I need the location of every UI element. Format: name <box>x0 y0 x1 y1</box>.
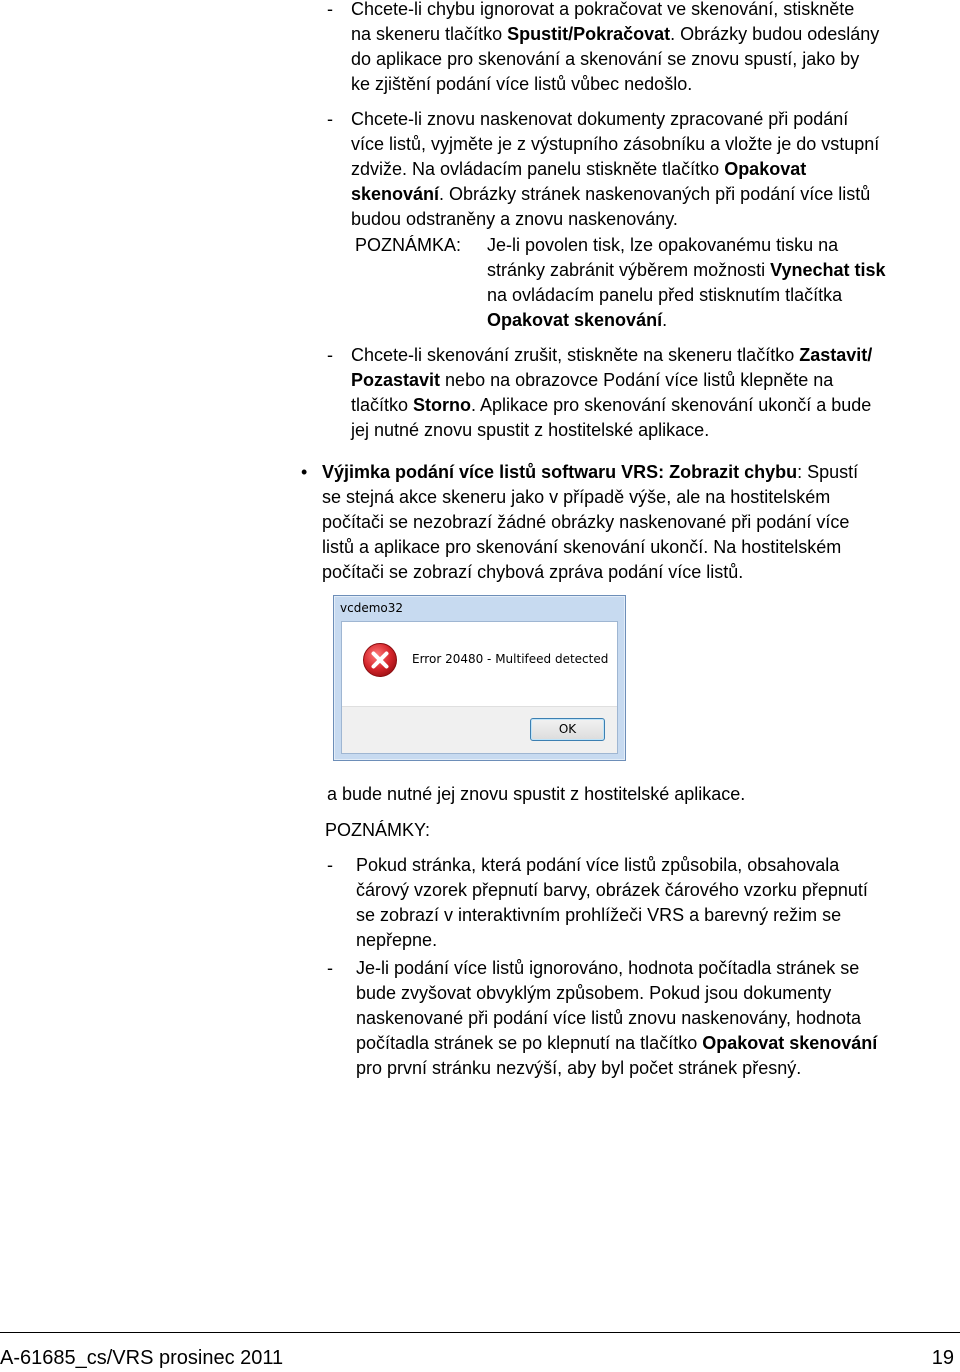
text-line: bude zvyšovat obvyklým způsobem. Pokud jsou dokumenty <box>356 983 832 1003</box>
text-line: Opakovat skenování. <box>487 310 668 330</box>
list-dash: - <box>327 0 333 19</box>
bullet-exception <box>322 460 858 585</box>
bullet-heading: Výjimka podání více listů softwaru VRS: Zobrazit chybu <box>322 462 798 482</box>
error-icon <box>362 642 398 678</box>
after-dialog-text: a bude nutné jej znovu spustit z hostitelské aplikace. <box>327 784 746 804</box>
text-line: do aplikace pro skenování a skenování se znovu spustí, jako by <box>351 49 860 69</box>
text-line: počítači se nezobrazí žádné obrázky naskenované při podání více <box>322 512 850 532</box>
button-name-opakovat: Opakovat <box>724 159 807 179</box>
button-name-zastavit: Zastavit/ <box>799 345 873 365</box>
text-line: jej nutné znovu spustit z hostitelské aplikace. <box>351 420 710 440</box>
list-item-rescan <box>351 107 879 232</box>
button-name-skenovani: skenování <box>351 184 440 204</box>
note-body <box>487 258 886 333</box>
button-name-pozastavit: Pozastavit <box>351 370 441 390</box>
text-line: nepřepne. <box>356 930 438 950</box>
text-line: Chcete-li skenování zrušit, stiskněte na skeneru tlačítko Zastavit/ <box>351 345 873 365</box>
button-name-storno: Storno <box>413 395 472 415</box>
text-line: naskenované při podání více listů znovu naskenovány, hodnota <box>356 1008 862 1028</box>
dialog-title: vcdemo32 <box>340 601 403 615</box>
dialog-footer <box>342 706 617 753</box>
text-line: zdviže. Na ovládacím panelu stiskněte tlačítko Opakovat <box>351 159 807 179</box>
text-line: ke zjištění podání více listů vůbec nedošlo. <box>351 74 693 94</box>
list-item-cancel-scan <box>351 343 872 443</box>
list-item-ignore-error <box>351 0 879 97</box>
text-line: Pozastavit nebo na obrazovce Podání více listů klepněte na <box>351 370 834 390</box>
text-line: na skeneru tlačítko Spustit/Pokračovat. Obrázky budou odeslány <box>351 24 880 44</box>
text-line: Je-li podání více listů ignorováno, hodnota počítadla stránek se <box>356 958 860 978</box>
button-name-opakovat-skenovani: Opakovat skenování <box>487 310 663 330</box>
text-line: na ovládacím panelu před stisknutím tlačítka <box>487 285 843 305</box>
footer-doc-id: A-61685_cs/VRS prosinec 2011 <box>0 1347 284 1369</box>
text-line: Chcete-li znovu naskenovat dokumenty zpracované při podání <box>351 109 849 129</box>
dialog-body <box>341 621 618 754</box>
text-line: více listů, vyjměte je z výstupního zásobníku a vložte je do vstupní <box>351 134 880 154</box>
option-name-vynechat-tisk: Vynechat tisk <box>770 260 886 280</box>
text-line: se zobrazí v interaktivním prohlížeči VRS a barevný režim se <box>356 905 842 925</box>
text-line: skenování. Obrázky stránek naskenovaných při podání více listů <box>351 184 871 204</box>
notes-label: POZNÁMKY: <box>325 820 431 840</box>
text-line: stránky zabránit výběrem možnosti Vynechat tisk <box>487 260 886 280</box>
page-number: 19 <box>931 1347 954 1369</box>
note-item-color-patch <box>356 853 868 953</box>
note-label: POZNÁMKA: <box>355 235 462 255</box>
text-line: Chcete-li chybu ignorovat a pokračovat ve skenování, stiskněte <box>351 0 855 19</box>
text-line: Pokud stránka, která podání více listů způsobila, obsahovala <box>356 855 840 875</box>
text-line: čárový vzorek přepnutí barvy, obrázek čárového vzorku přepnutí <box>356 880 868 900</box>
list-dash: - <box>327 958 333 978</box>
footer-rule <box>0 1332 960 1333</box>
button-name-opakovat-skenovani: Opakovat skenování <box>702 1033 878 1053</box>
text-line: pro první stránku nezvýší, aby byl počet stránek přesný. <box>356 1058 802 1078</box>
text-line: počítači se zobrazí chybová zpráva podání více listů. <box>322 562 744 582</box>
note-first-line: Je-li povolen tisk, lze opakovanému tisku na <box>487 235 839 255</box>
text-line: Výjimka podání více listů softwaru VRS: Zobrazit chybu: Spustí <box>322 462 859 482</box>
text-line: počítadla stránek se po klepnutí na tlačítko Opakovat skenování <box>356 1033 878 1053</box>
list-dash: - <box>327 345 333 365</box>
button-name-spustit: Spustit/Pokračovat <box>507 24 671 44</box>
error-dialog <box>333 595 626 761</box>
list-dash: - <box>327 109 333 129</box>
bullet-mark: • <box>301 462 308 482</box>
ok-button[interactable]: OK <box>530 718 605 741</box>
text-line: budou odstraněny a znovu naskenovány. <box>351 209 678 229</box>
text-line: se stejná akce skeneru jako v případě výše, ale na hostitelském <box>322 487 831 507</box>
text-line: tlačítko Storno. Aplikace pro skenování skenování ukončí a bude <box>351 395 872 415</box>
dialog-message: Error 20480 - Multifeed detected <box>412 652 609 666</box>
note-item-page-counter <box>356 956 877 1081</box>
text-line: listů a aplikace pro skenování skenování ukončí. Na hostitelském <box>322 537 842 557</box>
list-dash: - <box>327 855 333 875</box>
